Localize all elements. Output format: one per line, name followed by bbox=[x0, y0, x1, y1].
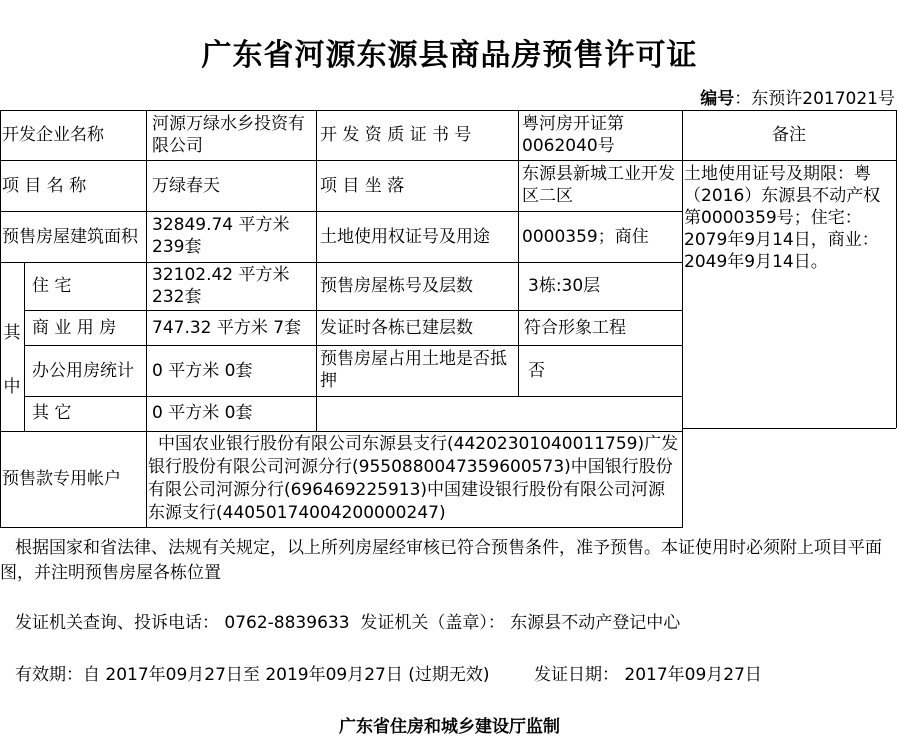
commercial-value: 747.32 平方米 7套 bbox=[152, 318, 302, 338]
issue-date: 发证日期： 2017年09月27日 bbox=[534, 665, 762, 685]
building-floors-label: 预售房屋栋号及层数 bbox=[320, 276, 473, 296]
remark-label: 备注 bbox=[772, 125, 806, 145]
presale-area-label: 预售房屋建筑面积 bbox=[2, 227, 138, 247]
other-value: 0 平方米 0套 bbox=[152, 403, 253, 423]
mortgage-value: 否 bbox=[528, 361, 545, 381]
certificate-number-sep: ： bbox=[734, 89, 752, 109]
building-floors-value: 3栋:30层 bbox=[528, 276, 601, 296]
office-label: 办公用房统计 bbox=[32, 361, 134, 381]
project-location-label: 项 目 坐 落 bbox=[320, 176, 405, 196]
built-floors-label: 发证时各栋已建层数 bbox=[320, 318, 473, 338]
statement-text: 根据国家和省法律、法规有关规定，以上所列房屋经审核已符合预售条件，准予预售。本证使用时必须附上项目平面图，并注明预售房屋各栋位置 bbox=[0, 538, 882, 583]
certificate-title: 广东省河源东源县商品房预售许可证 bbox=[201, 38, 698, 73]
contact-line: 发证机关查询、投诉电话： 0762-8839633 发证机关（盖章）： 东源县不动产登记中心 bbox=[15, 613, 681, 633]
remark-value: 土地使用证号及期限：粤（2016）东源县不动产权第0000359号；住宅：2079年9月14日，商业：2049年9月14日。 bbox=[684, 164, 881, 272]
certificate-number bbox=[700, 84, 895, 109]
account-value: 中国农业银行股份有限公司东源县支行(44202301040011759)广发银行股份有限公司河源分行(9550880047359600573)中国银行股份有限公司河源分行(696469225913)中国建设银行股份有限公司河源东源支行(44050174004200000247) bbox=[148, 434, 679, 523]
project-location-value: 东源县新城工业开发区二区 bbox=[522, 164, 675, 206]
supervisor-line: 广东省住房和城乡建设厅监制 bbox=[339, 717, 560, 737]
certificate-number-label: 编号 bbox=[700, 89, 735, 109]
certificate-number-value: 东预许2017021号 bbox=[751, 89, 895, 109]
qualification-label: 开 发 资 质 证 书 号 bbox=[320, 125, 472, 145]
validity-line: 有效期：自 2017年09月27日至 2019年09月27日 (过期无效) bbox=[15, 665, 490, 685]
project-name-label: 项 目 名 称 bbox=[2, 176, 87, 196]
mortgage-label: 预售房屋占用土地是否抵押 bbox=[320, 349, 507, 391]
land-cert-label: 土地使用权证号及用途 bbox=[320, 227, 490, 247]
account-label: 预售款专用帐户 bbox=[2, 469, 121, 489]
built-floors-value: 符合形象工程 bbox=[524, 318, 626, 338]
office-value: 0 平方米 0套 bbox=[152, 361, 253, 381]
presale-area-value: 32849.74 平方米 239套 bbox=[152, 215, 290, 257]
project-name-value: 万绿春天 bbox=[152, 176, 220, 196]
other-label: 其 它 bbox=[32, 403, 72, 423]
developer-value: 河源万绿水乡投资有限公司 bbox=[152, 114, 305, 156]
qualification-value: 粤河房开证第0062040号 bbox=[522, 114, 624, 156]
residential-label: 住 宅 bbox=[32, 276, 72, 296]
land-cert-value: 0000359；商住 bbox=[522, 227, 649, 247]
residential-value: 32102.42 平方米 232套 bbox=[152, 265, 290, 307]
among-label: 其中 bbox=[3, 323, 21, 397]
commercial-label: 商 业 用 房 bbox=[32, 318, 117, 338]
developer-label: 开发企业名称 bbox=[2, 125, 104, 145]
